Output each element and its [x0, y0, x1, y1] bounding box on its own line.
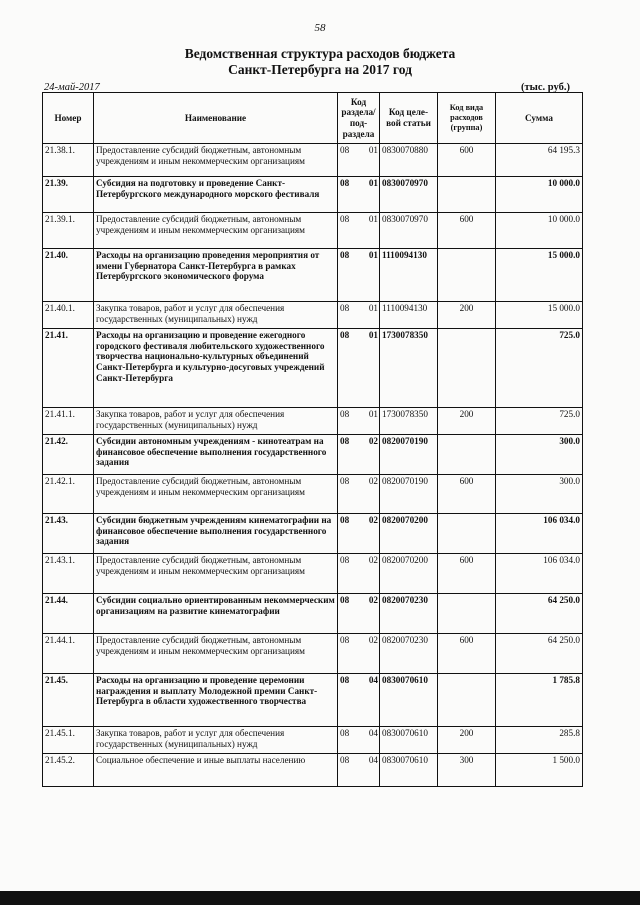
row-number: 21.40.: [43, 249, 94, 302]
row-section: 08: [340, 635, 350, 645]
row-section: 08: [340, 436, 350, 446]
row-subsection: 02: [368, 436, 378, 446]
row-expense-type: [438, 674, 496, 727]
row-section: 08: [340, 145, 350, 155]
row-section-code: [338, 634, 380, 674]
row-amount: 15 000.0: [496, 302, 583, 329]
row-section: 08: [340, 250, 350, 260]
row-article-code: 0820070230: [380, 594, 438, 634]
row-name: Расходы на организацию проведения мероприятия от имени Губернатора Санкт-Петербурга в рамках Петербургского экономического форума: [94, 249, 338, 302]
header-section-code: Код раздела/ под- раздела: [338, 93, 380, 144]
table-row: [43, 754, 583, 787]
header-number: Номер: [43, 93, 94, 144]
row-expense-type: 600: [438, 554, 496, 594]
row-subsection: 04: [368, 675, 378, 685]
row-amount: 10 000.0: [496, 177, 583, 213]
row-section-code: [338, 514, 380, 554]
row-expense-type: [438, 249, 496, 302]
table-row: [43, 727, 583, 754]
row-article-code: 0830070970: [380, 177, 438, 213]
row-amount: 10 000.0: [496, 213, 583, 249]
table-row: [43, 435, 583, 475]
row-amount: 285.8: [496, 727, 583, 754]
row-amount: 725.0: [496, 329, 583, 408]
row-number: 21.44.: [43, 594, 94, 634]
row-number: 21.39.: [43, 177, 94, 213]
row-expense-type: 600: [438, 213, 496, 249]
row-expense-type: [438, 177, 496, 213]
table-row: [43, 329, 583, 408]
row-section: 08: [340, 515, 350, 525]
row-expense-type: 600: [438, 634, 496, 674]
row-number: 21.43.: [43, 514, 94, 554]
row-name: Предоставление субсидий бюджетным, автономным учреждениям и иным некоммерческим организациям: [94, 475, 338, 514]
document-title: [0, 46, 640, 78]
row-article-code: 0820070190: [380, 475, 438, 514]
row-section-code: [338, 213, 380, 249]
row-amount: 300.0: [496, 435, 583, 475]
row-number: 21.41.: [43, 329, 94, 408]
row-subsection: 02: [368, 635, 378, 645]
document-date: 24-май-2017: [44, 82, 100, 93]
row-name: Предоставление субсидий бюджетным, автономным учреждениям и иным некоммерческим организациям: [94, 213, 338, 249]
row-subsection: 04: [368, 728, 378, 738]
row-number: 21.44.1.: [43, 634, 94, 674]
row-expense-type: [438, 435, 496, 475]
row-name: Закупка товаров, работ и услуг для обеспечения государственных (муниципальных) нужд: [94, 408, 338, 435]
row-expense-type: [438, 594, 496, 634]
row-name: Субсидия на подготовку и проведение Санкт-Петербургского международного морского фестиваля: [94, 177, 338, 213]
table-row: [43, 302, 583, 329]
row-section: 08: [340, 303, 350, 313]
row-expense-type: 600: [438, 475, 496, 514]
row-section-code: [338, 727, 380, 754]
row-subsection: 02: [368, 515, 378, 525]
row-subsection: 02: [368, 476, 378, 486]
row-name: Предоставление субсидий бюджетным, автономным учреждениям и иным некоммерческим организациям: [94, 144, 338, 177]
row-subsection: 01: [368, 214, 378, 224]
row-name: Социальное обеспечение и иные выплаты населению: [94, 754, 338, 787]
row-name: Расходы на организацию и проведение ежегодного городского фестиваля любительского художественного творчества национально-культурных объединений Санкт-Петербурга и культурно-досуговых учреждений Санкт-Петербурга: [94, 329, 338, 408]
table-row: [43, 408, 583, 435]
row-section: 08: [340, 476, 350, 486]
row-amount: 64 250.0: [496, 594, 583, 634]
row-number: 21.40.1.: [43, 302, 94, 329]
row-article-code: 0820070200: [380, 554, 438, 594]
row-number: 21.45.1.: [43, 727, 94, 754]
row-section-code: [338, 435, 380, 475]
row-section: 08: [340, 728, 350, 738]
table-header-row: [43, 93, 583, 144]
row-section: 08: [340, 178, 350, 188]
title-line-1: Ведомственная структура расходов бюджета: [184, 46, 456, 61]
row-subsection: 01: [368, 178, 378, 188]
table-row: [43, 475, 583, 514]
row-section-code: [338, 249, 380, 302]
row-section-code: [338, 475, 380, 514]
row-subsection: 02: [368, 595, 378, 605]
table-row: [43, 634, 583, 674]
row-expense-type: 200: [438, 302, 496, 329]
row-number: 21.38.1.: [43, 144, 94, 177]
row-section: 08: [340, 675, 350, 685]
row-subsection: 01: [368, 250, 378, 260]
row-section-code: [338, 177, 380, 213]
row-amount: 1 785.8: [496, 674, 583, 727]
row-subsection: 02: [368, 555, 378, 565]
header-article-code: Код целе- вой статьи: [380, 93, 438, 144]
units-label: (тыс. руб.): [521, 82, 570, 93]
table-row: [43, 514, 583, 554]
row-number: 21.45.2.: [43, 754, 94, 787]
row-article-code: 1110094130: [380, 249, 438, 302]
row-article-code: 0830070610: [380, 754, 438, 787]
row-number: 21.45.: [43, 674, 94, 727]
row-article-code: 0830070880: [380, 144, 438, 177]
header-expense-type-code: Код вида расходов (группа): [438, 93, 496, 144]
row-number: 21.42.1.: [43, 475, 94, 514]
row-name: Закупка товаров, работ и услуг для обеспечения государственных (муниципальных) нужд: [94, 727, 338, 754]
row-article-code: 0820070230: [380, 634, 438, 674]
row-article-code: 0830070970: [380, 213, 438, 249]
row-subsection: 01: [368, 145, 378, 155]
table-row: [43, 213, 583, 249]
row-section: 08: [340, 595, 350, 605]
row-section-code: [338, 754, 380, 787]
table-row: [43, 144, 583, 177]
row-subsection: 01: [368, 409, 378, 419]
row-expense-type: [438, 329, 496, 408]
row-article-code: 0820070200: [380, 514, 438, 554]
row-amount: 725.0: [496, 408, 583, 435]
row-section: 08: [340, 330, 350, 340]
table-row: [43, 594, 583, 634]
row-subsection: 04: [368, 755, 378, 765]
title-line-2: Санкт-Петербурга на 2017 год: [228, 62, 412, 77]
row-name: Субсидии автономным учреждениям - кинотеатрам на финансовое обеспечение выполнения государственного задания: [94, 435, 338, 475]
row-number: 21.41.1.: [43, 408, 94, 435]
row-section-code: [338, 674, 380, 727]
row-section-code: [338, 594, 380, 634]
row-name: Расходы на организацию и проведение церемонии награждения и выплату Молодежной премии Санкт-Петербурга в области художественного творчества: [94, 674, 338, 727]
row-section-code: [338, 554, 380, 594]
row-name: Субсидии бюджетным учреждениям кинематографии на финансовое обеспечение выполнения государственного задания: [94, 514, 338, 554]
row-section: 08: [340, 555, 350, 565]
row-name: Предоставление субсидий бюджетным, автономным учреждениям и иным некоммерческим организациям: [94, 554, 338, 594]
row-section: 08: [340, 755, 350, 765]
budget-table: [42, 92, 583, 787]
row-section-code: [338, 144, 380, 177]
row-expense-type: [438, 514, 496, 554]
row-amount: 300.0: [496, 475, 583, 514]
row-section-code: [338, 302, 380, 329]
header-amount: Сумма: [496, 93, 583, 144]
row-section: 08: [340, 409, 350, 419]
table-row: [43, 674, 583, 727]
table-row: [43, 554, 583, 594]
row-expense-type: 200: [438, 408, 496, 435]
row-name: Субсидии социально ориентированным некоммерческим организациям на развитие кинематографии: [94, 594, 338, 634]
row-section: 08: [340, 214, 350, 224]
row-number: 21.43.1.: [43, 554, 94, 594]
row-subsection: 01: [368, 330, 378, 340]
row-amount: 106 034.0: [496, 554, 583, 594]
row-amount: 1 500.0: [496, 754, 583, 787]
header-name: Наименование: [94, 93, 338, 144]
row-article-code: 0820070190: [380, 435, 438, 475]
row-article-code: 1730078350: [380, 408, 438, 435]
table-body: [43, 144, 583, 787]
row-amount: 64 250.0: [496, 634, 583, 674]
row-article-code: 0830070610: [380, 727, 438, 754]
row-expense-type: 600: [438, 144, 496, 177]
row-name: Закупка товаров, работ и услуг для обеспечения государственных (муниципальных) нужд: [94, 302, 338, 329]
row-section-code: [338, 329, 380, 408]
table-row: [43, 177, 583, 213]
row-article-code: 0830070610: [380, 674, 438, 727]
row-expense-type: 200: [438, 727, 496, 754]
row-amount: 64 195.3: [496, 144, 583, 177]
page-number: 58: [314, 22, 326, 34]
row-number: 21.42.: [43, 435, 94, 475]
row-subsection: 01: [368, 303, 378, 313]
row-section-code: [338, 408, 380, 435]
row-expense-type: 300: [438, 754, 496, 787]
scan-bottom-edge: [0, 891, 640, 905]
row-name: Предоставление субсидий бюджетным, автономным учреждениям и иным некоммерческим организациям: [94, 634, 338, 674]
row-article-code: 1730078350: [380, 329, 438, 408]
row-amount: 106 034.0: [496, 514, 583, 554]
row-number: 21.39.1.: [43, 213, 94, 249]
table-row: [43, 249, 583, 302]
row-article-code: 1110094130: [380, 302, 438, 329]
row-amount: 15 000.0: [496, 249, 583, 302]
